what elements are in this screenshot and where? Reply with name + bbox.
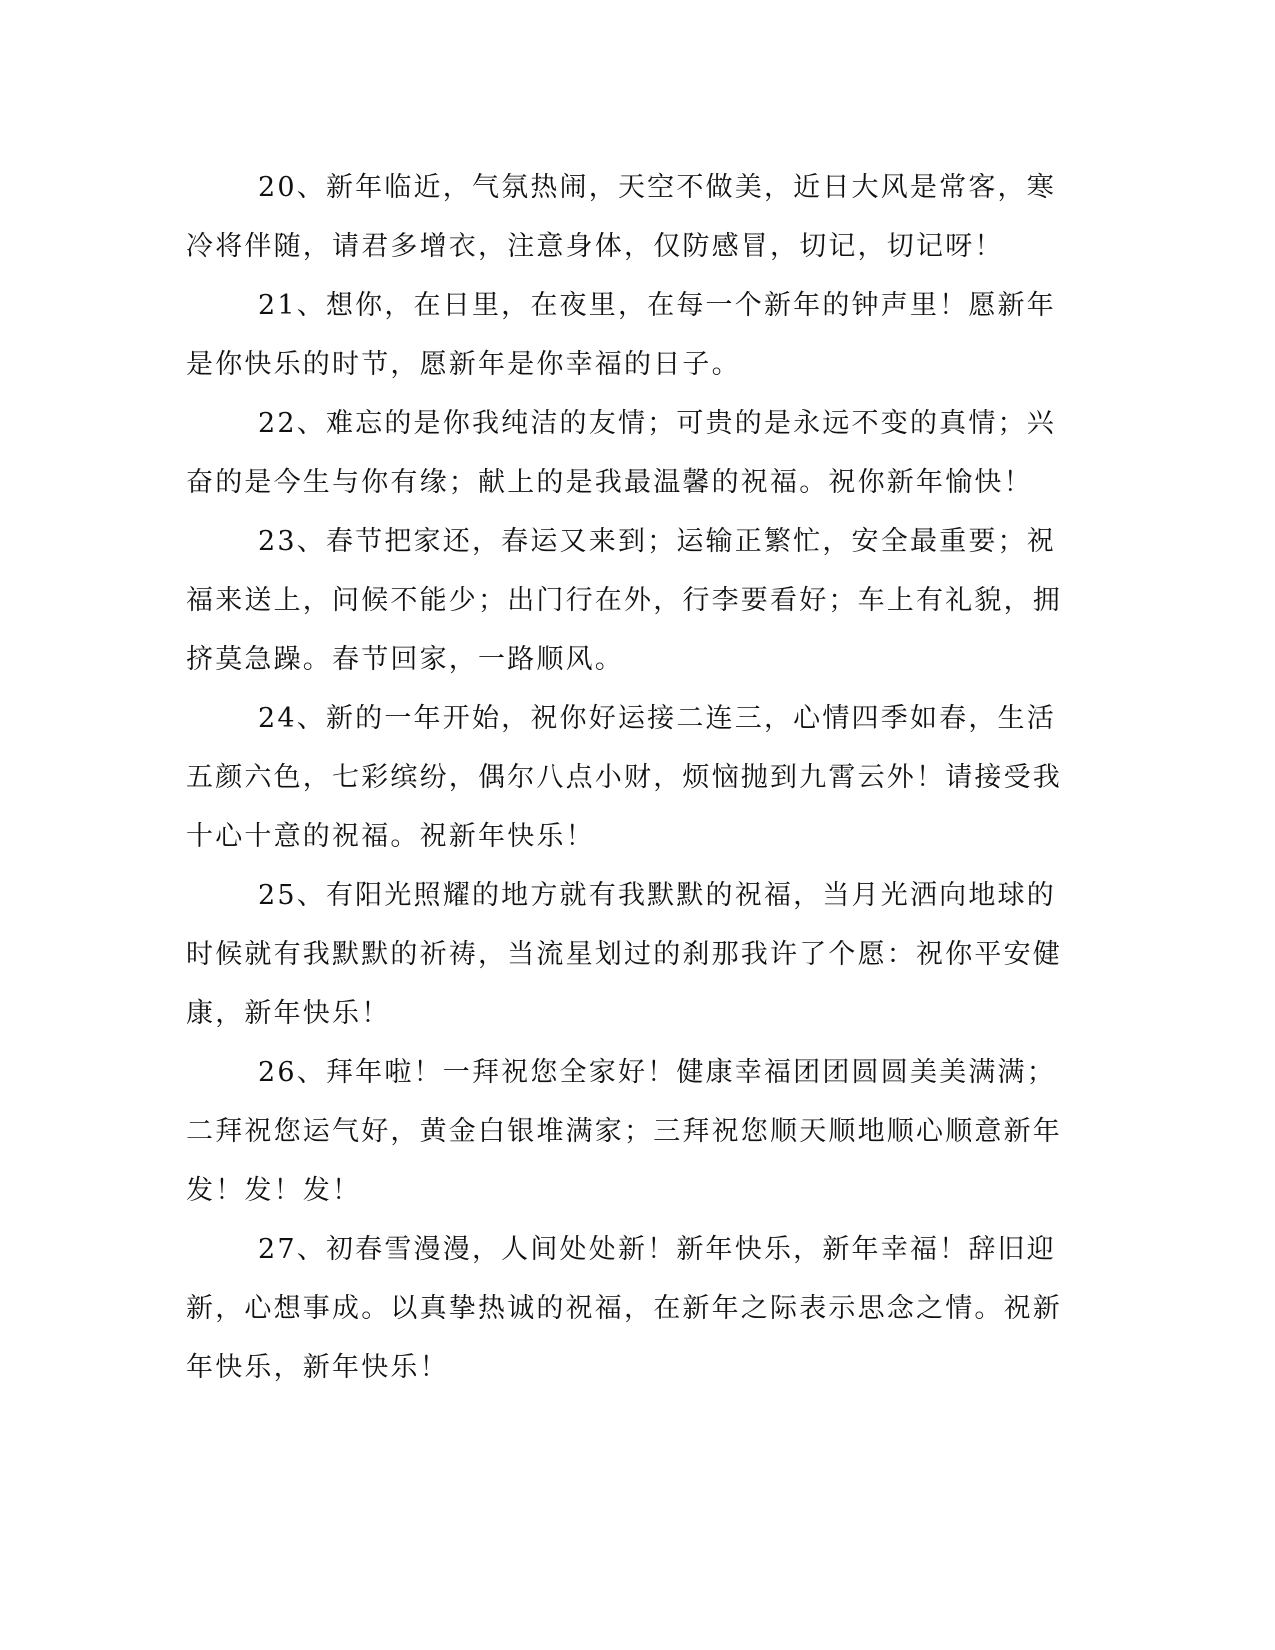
document-body xyxy=(186,158,1066,1397)
paragraph-26: 26、拜年啦！一拜祝您全家好！健康幸福团团圆圆美美满满；二拜祝您运气好，黄金白银堆满家；三拜祝您顺天顺地顺心顺意新年发！发！发！ xyxy=(186,1057,1062,1206)
paragraph-27: 27、初春雪漫漫，人间处处新！新年快乐，新年幸福！辞旧迎新，心想事成。以真挚热诚的祝福，在新年之际表示思念之情。祝新年快乐，新年快乐！ xyxy=(186,1234,1062,1383)
paragraph-20: 20、新年临近，气氛热闹，天空不做美，近日大风是常客，寒冷将伴随，请君多增衣，注意身体，仅防感冒，切记，切记呀！ xyxy=(186,172,1056,262)
paragraph-25: 25、有阳光照耀的地方就有我默默的祝福，当月光洒向地球的时候就有我默默的祈祷，当流星划过的刹那我许了个愿：祝你平安健康，新年快乐！ xyxy=(186,880,1062,1029)
paragraph-23: 23、春节把家还，春运又来到；运输正繁忙，安全最重要；祝福来送上，问候不能少；出门行在外，行李要看好；车上有礼貌，拥挤莫急躁。春节回家，一路顺风。 xyxy=(186,526,1062,675)
paragraph-21: 21、想你，在日里，在夜里，在每一个新年的钟声里！愿新年是你快乐的时节，愿新年是你幸福的日子。 xyxy=(186,290,1056,380)
paragraph-22: 22、难忘的是你我纯洁的友情；可贵的是永远不变的真情；兴奋的是今生与你有缘；献上的是我最温馨的祝福。祝你新年愉快！ xyxy=(186,408,1056,498)
paragraph-24: 24、新的一年开始，祝你好运接二连三，心情四季如春，生活五颜六色，七彩缤纷，偶尔八点小财，烦恼抛到九霄云外！请接受我十心十意的祝福。祝新年快乐！ xyxy=(186,703,1062,852)
